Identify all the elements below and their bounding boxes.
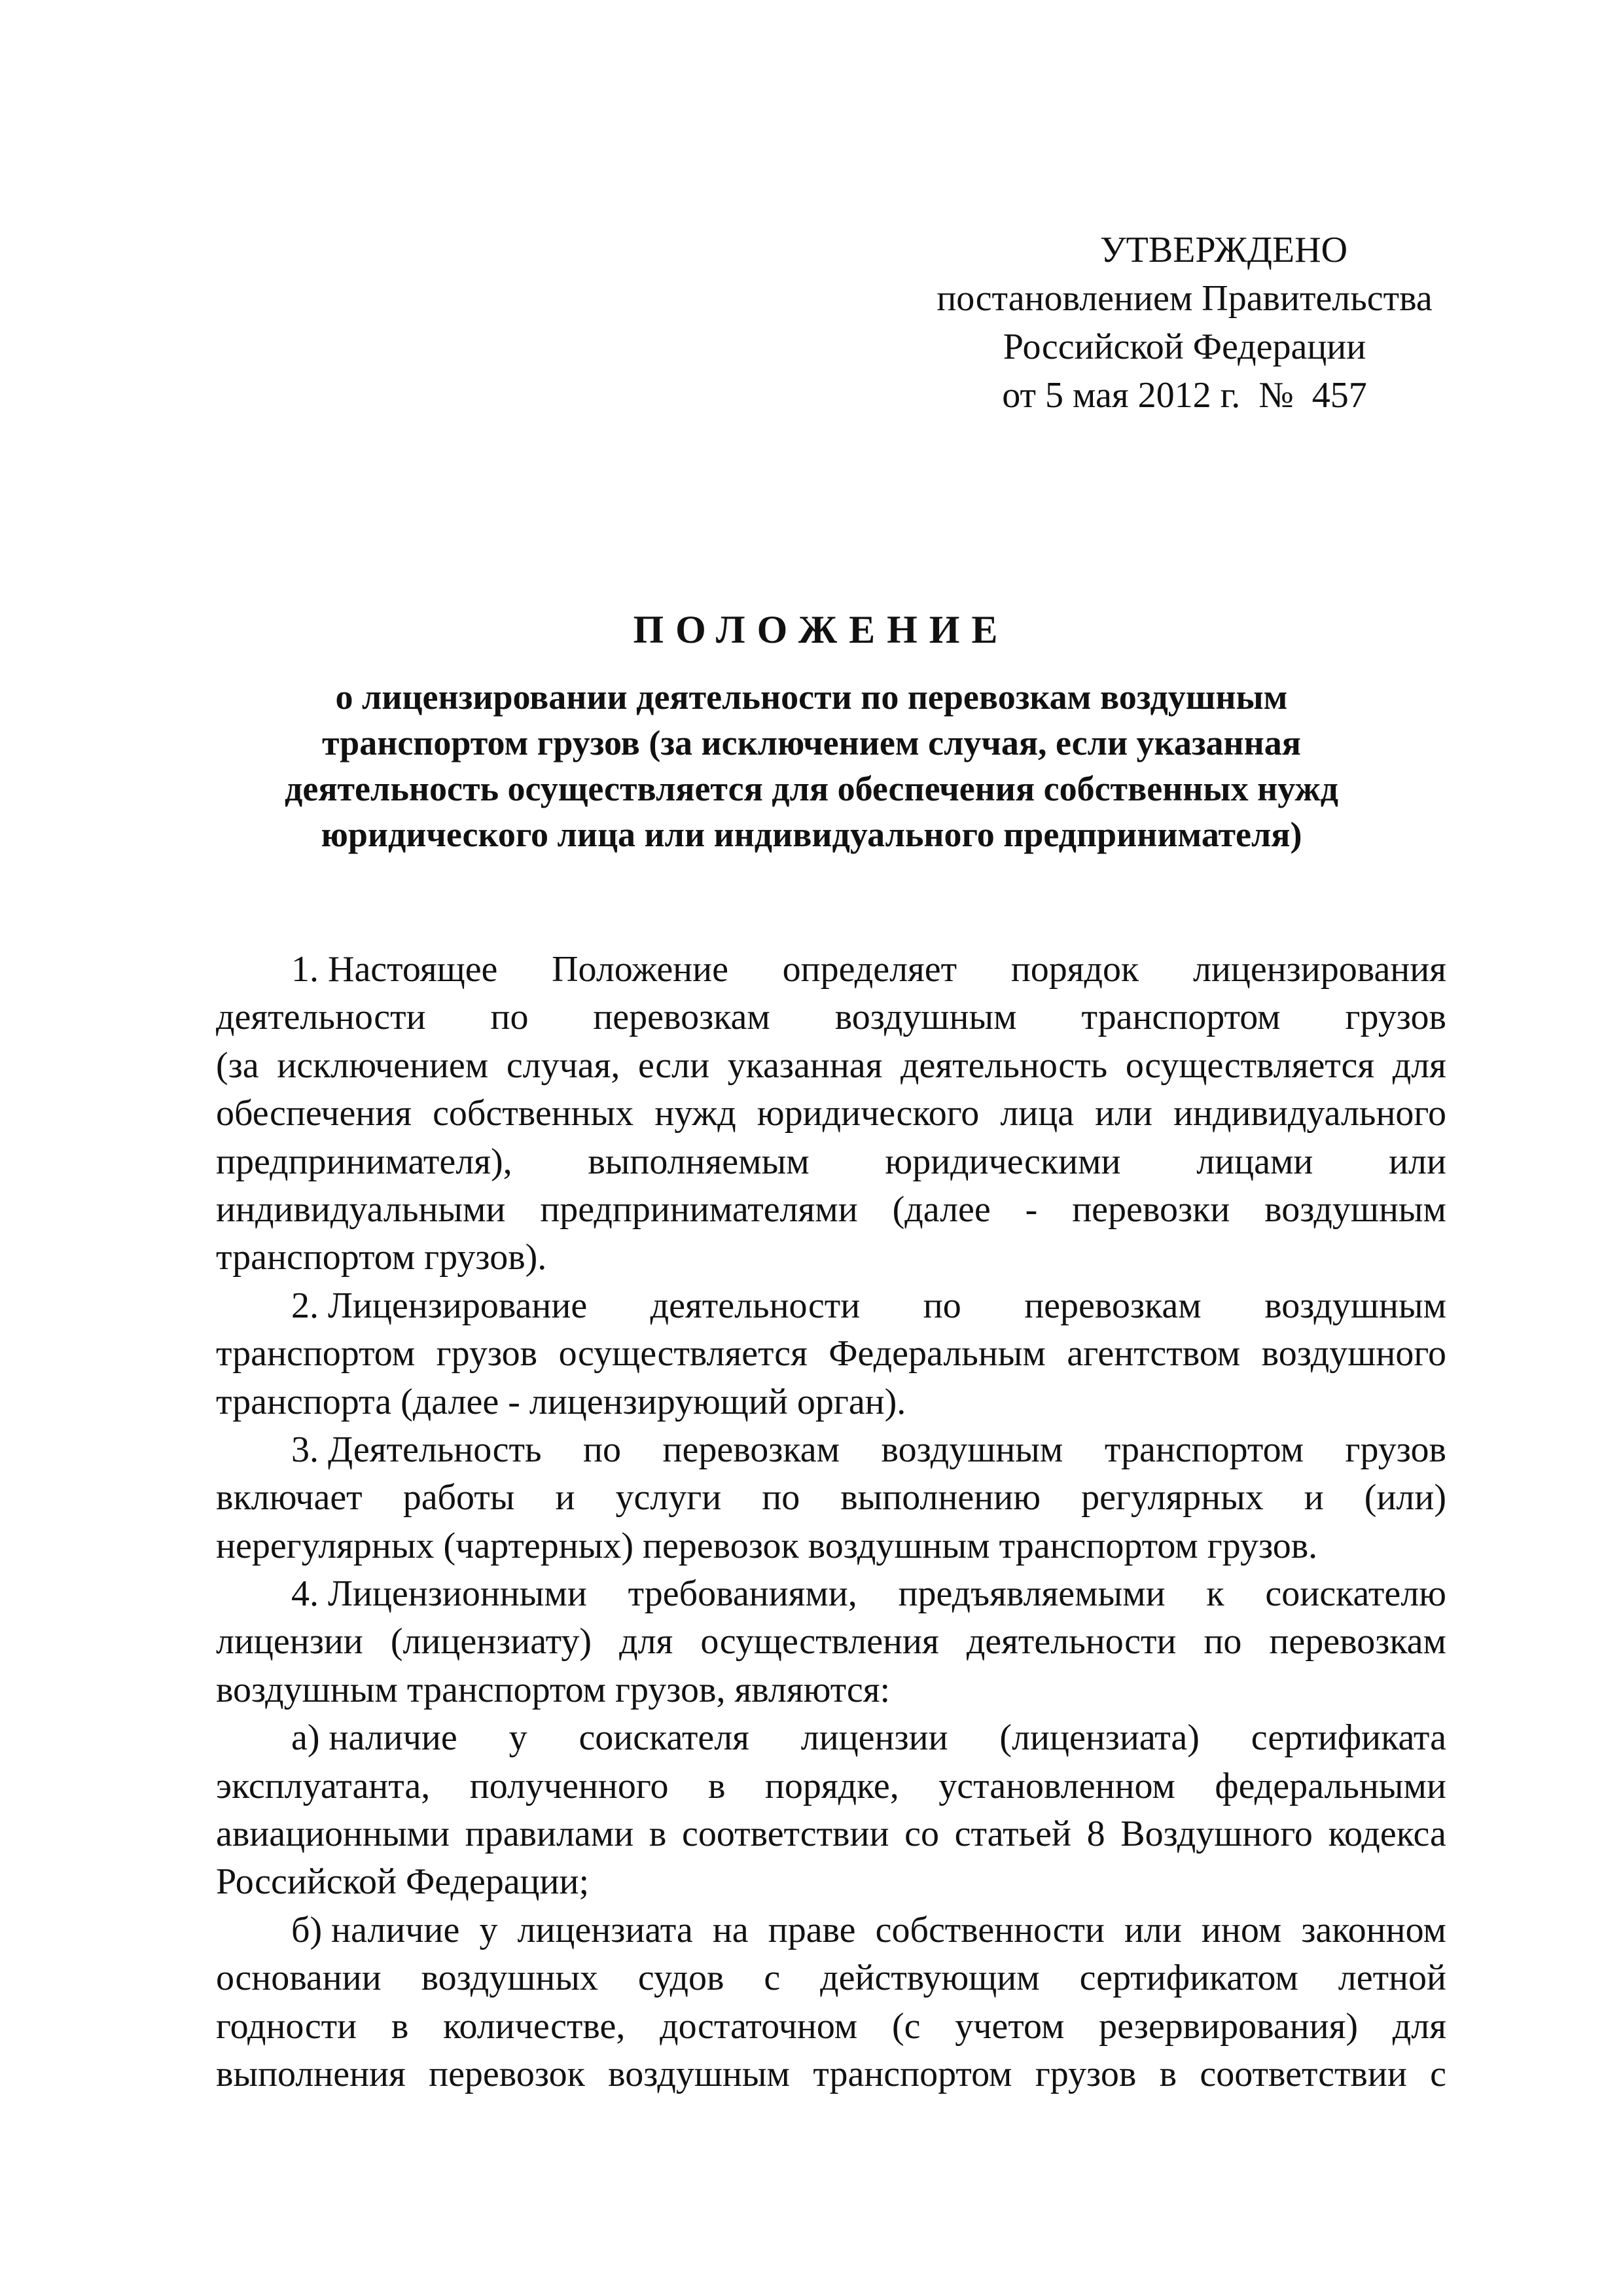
word: у <box>479 1909 498 1950</box>
word: действующим <box>820 1958 1040 1999</box>
word: лицами <box>1196 1141 1313 1182</box>
word: Российской <box>216 1861 397 1903</box>
word: учетом <box>955 2005 1065 2047</box>
paragraph-2 <box>216 1282 1446 1426</box>
text-line <box>216 1714 1446 1762</box>
word: годности <box>216 2005 357 2047</box>
word: по <box>923 1285 961 1326</box>
subtitle-line: транспортом грузов (за исключением случая, если указанная <box>322 723 1301 762</box>
word: лицензиата <box>517 1909 693 1950</box>
word: федеральными <box>1215 1765 1446 1806</box>
text-line <box>216 1474 1446 1522</box>
word: - <box>1025 1189 1038 1230</box>
word: по <box>1204 1621 1242 1662</box>
word: осуществления <box>700 1621 939 1662</box>
word: выполнению <box>840 1477 1041 1518</box>
word: сертификатом <box>1079 1958 1298 1999</box>
word: Положение <box>552 949 728 990</box>
word: воздушным <box>1264 1189 1446 1230</box>
word: лицензирования <box>1192 949 1446 990</box>
word: 2. Лицензирование <box>291 1285 588 1326</box>
word: (чартерных) <box>443 1525 633 1566</box>
word: требованиями, <box>628 1573 857 1615</box>
word: (далее <box>892 1189 991 1230</box>
word: собственных <box>433 1093 634 1134</box>
word: 8 <box>1086 1814 1105 1855</box>
text-line <box>216 1810 1446 1858</box>
subtitle-line: деятельность осуществляется для обеспечения собственных нужд <box>285 769 1338 808</box>
word: грузов <box>1345 997 1446 1038</box>
word: в <box>707 1765 726 1806</box>
word: Воздушного <box>1120 1814 1313 1855</box>
word: исключением <box>277 1045 489 1086</box>
word: выполняемым <box>588 1141 810 1182</box>
word: индивидуального <box>1173 1093 1446 1134</box>
subtitle-line: юридического лица или индивидуального предпринимателя) <box>321 815 1302 854</box>
word: грузов <box>436 1333 538 1374</box>
word: воздушным <box>608 2053 790 2094</box>
word: (или) <box>1364 1477 1446 1518</box>
word: собственности <box>875 1909 1105 1950</box>
word: лицензии <box>216 1621 363 1662</box>
word: в <box>391 2005 409 2047</box>
word: достаточном <box>660 2005 858 2047</box>
paragraph-4 <box>216 1570 1446 1714</box>
word: 4. Лицензионными <box>291 1573 587 1615</box>
word: по <box>490 997 529 1038</box>
word: к <box>1206 1573 1224 1615</box>
word: лицензии <box>800 1717 948 1759</box>
word: случая, <box>506 1045 620 1086</box>
word: ином <box>1201 1909 1282 1950</box>
word: для <box>619 1621 673 1662</box>
text-line <box>216 1138 1446 1186</box>
word: грузов). <box>424 1237 547 1278</box>
word: являются: <box>734 1669 891 1710</box>
word: грузов <box>1035 2053 1137 2094</box>
word: юридического <box>757 1093 980 1134</box>
word: воздушным <box>1264 1285 1446 1326</box>
document-subtitle <box>196 674 1427 857</box>
word: деятельности <box>966 1621 1177 1662</box>
word: определяет <box>782 949 957 990</box>
text-line <box>216 1378 1446 1426</box>
text-line <box>216 1618 1446 1666</box>
word: - <box>508 1381 520 1422</box>
word: и <box>555 1477 575 1518</box>
word: услуги <box>615 1477 722 1518</box>
word: нужд <box>654 1093 736 1134</box>
text-line <box>216 1763 1446 1810</box>
word: перевозкам <box>1269 1621 1446 1662</box>
word: грузов. <box>1207 1525 1318 1566</box>
word: сертификата <box>1251 1717 1446 1759</box>
word: по <box>762 1477 800 1518</box>
text-line <box>216 1330 1446 1378</box>
paragraph-1 <box>216 946 1446 1282</box>
word: грузов, <box>615 1669 726 1710</box>
word: в <box>1159 2053 1177 2094</box>
text-line <box>216 1282 1446 1330</box>
word: выполнения <box>216 2053 406 2094</box>
word: осуществляется <box>1125 1045 1375 1086</box>
word: (далее <box>401 1381 499 1422</box>
word: порядке, <box>764 1765 899 1806</box>
approval-date: от 5 мая 2012 г. <box>1002 375 1241 416</box>
approval-block <box>851 226 1518 420</box>
word: или <box>1095 1093 1153 1134</box>
word: воздушным <box>881 1429 1063 1470</box>
word: судов <box>637 1958 724 1999</box>
word: индивидуальными <box>216 1189 506 1230</box>
word: 3. Деятельность <box>291 1429 542 1470</box>
word: соответствии <box>1200 2053 1407 2094</box>
text-line <box>216 1858 1446 1906</box>
word: перевозкам <box>1024 1285 1202 1326</box>
word: соискателя <box>579 1717 749 1759</box>
word: перевозок <box>642 1525 799 1566</box>
subtitle-line: о лицензировании деятельности по перевозкам воздушным <box>335 677 1288 717</box>
text-line <box>216 1042 1446 1090</box>
paragraph-5 <box>216 1714 1446 1907</box>
word: предпринимателя), <box>216 1141 512 1182</box>
text-line <box>216 1570 1446 1618</box>
word: статьей <box>954 1814 1071 1855</box>
word: на <box>712 1909 749 1950</box>
approval-date-number <box>851 371 1518 420</box>
word: юридическими <box>885 1141 1121 1182</box>
word: б) наличие <box>291 1909 460 1950</box>
word: законном <box>1301 1909 1446 1950</box>
word: 1. Настоящее <box>291 949 498 990</box>
word: перевозкам <box>662 1429 840 1470</box>
word: транспортом <box>406 1669 606 1710</box>
word: кодекса <box>1328 1814 1446 1855</box>
word: по <box>583 1429 622 1470</box>
word: работы <box>402 1477 515 1518</box>
word: авиационными <box>216 1814 450 1855</box>
paragraph-3 <box>216 1426 1446 1570</box>
text-line <box>216 1522 1446 1570</box>
word: указанная <box>727 1045 883 1086</box>
word: орган). <box>796 1381 906 1422</box>
word: соответствии <box>682 1814 889 1855</box>
word: воздушным <box>834 997 1017 1038</box>
text-line <box>216 1954 1446 2002</box>
text-line <box>216 946 1446 994</box>
word: транспортом <box>1104 1429 1304 1470</box>
word: а) наличие <box>291 1717 457 1759</box>
word: транспортом <box>813 2053 1012 2094</box>
approval-country: Российской Федерации <box>1003 327 1366 367</box>
word: (с <box>891 2005 921 2047</box>
word: в <box>649 1814 667 1855</box>
word: транспортом <box>1081 997 1281 1038</box>
word: осуществляется <box>558 1333 808 1374</box>
word: с <box>1430 2053 1446 2094</box>
word: воздушного <box>1261 1333 1446 1374</box>
word: для <box>1392 2005 1446 2047</box>
word: если <box>638 1045 710 1086</box>
word: праве <box>768 1909 856 1950</box>
word: лицензирующий <box>529 1381 788 1422</box>
text-line <box>216 994 1446 1041</box>
word: основании <box>216 1958 382 1999</box>
word: деятельности <box>216 997 426 1038</box>
word: или <box>1389 1141 1446 1182</box>
word: воздушным <box>216 1669 398 1710</box>
text-line <box>216 2051 1446 2098</box>
document-title: ПОЛОЖЕНИЕ <box>633 608 1010 651</box>
text-line <box>216 1234 1446 1282</box>
word: перевозкам <box>593 997 770 1038</box>
text-line <box>216 1426 1446 1474</box>
approval-stamp-heading: УТВЕРЖДЕНО <box>1099 230 1348 270</box>
text-line <box>216 1907 1446 1954</box>
word: и <box>1304 1477 1324 1518</box>
word: летной <box>1338 1958 1446 1999</box>
word: полученного <box>469 1765 669 1806</box>
approval-authority: постановлением Правительства <box>936 278 1433 319</box>
word: грузов <box>1345 1429 1446 1470</box>
word: лица <box>1000 1093 1075 1134</box>
word: количестве, <box>443 2005 626 2047</box>
word: транспорта <box>216 1381 392 1422</box>
approval-number: 457 <box>1311 375 1367 416</box>
word: перевозок <box>429 2053 585 2094</box>
paragraph-6 <box>216 1907 1446 2099</box>
word: воздушным <box>808 1525 990 1566</box>
word: порядок <box>1010 949 1139 990</box>
document-body <box>216 946 1446 2098</box>
word: для <box>1392 1045 1446 1086</box>
word: перевозки <box>1072 1189 1230 1230</box>
word: (за <box>216 1045 259 1086</box>
word: воздушных <box>421 1958 598 1999</box>
word: у <box>508 1717 527 1759</box>
word: правилами <box>465 1814 634 1855</box>
word: транспортом <box>216 1237 416 1278</box>
word: транспортом <box>216 1333 416 1374</box>
word: соискателю <box>1265 1573 1446 1615</box>
text-line <box>216 1666 1446 1714</box>
approval-number-sign: № <box>1258 375 1294 416</box>
word: установленном <box>938 1765 1175 1806</box>
text-line <box>216 1186 1446 1234</box>
word: (лицензиата) <box>999 1717 1200 1759</box>
word: предъявляемыми <box>898 1573 1166 1615</box>
word: с <box>764 1958 781 1999</box>
word: резервирования) <box>1099 2005 1358 2047</box>
word: включает <box>216 1477 363 1518</box>
word: предпринимателями <box>540 1189 858 1230</box>
word: деятельности <box>650 1285 861 1326</box>
word: со <box>904 1814 939 1855</box>
word: нерегулярных <box>216 1525 435 1566</box>
word: (лицензиату) <box>390 1621 592 1662</box>
word: Федерации; <box>405 1861 590 1903</box>
text-line <box>216 1090 1446 1138</box>
word: обеспечения <box>216 1093 412 1134</box>
word: эксплуатанта, <box>216 1765 431 1806</box>
word: агентством <box>1067 1333 1241 1374</box>
text-line <box>216 2003 1446 2051</box>
word: или <box>1124 1909 1182 1950</box>
word: деятельность <box>901 1045 1108 1086</box>
word: Федеральным <box>829 1333 1046 1374</box>
word: транспортом <box>999 1525 1198 1566</box>
word: регулярных <box>1081 1477 1264 1518</box>
